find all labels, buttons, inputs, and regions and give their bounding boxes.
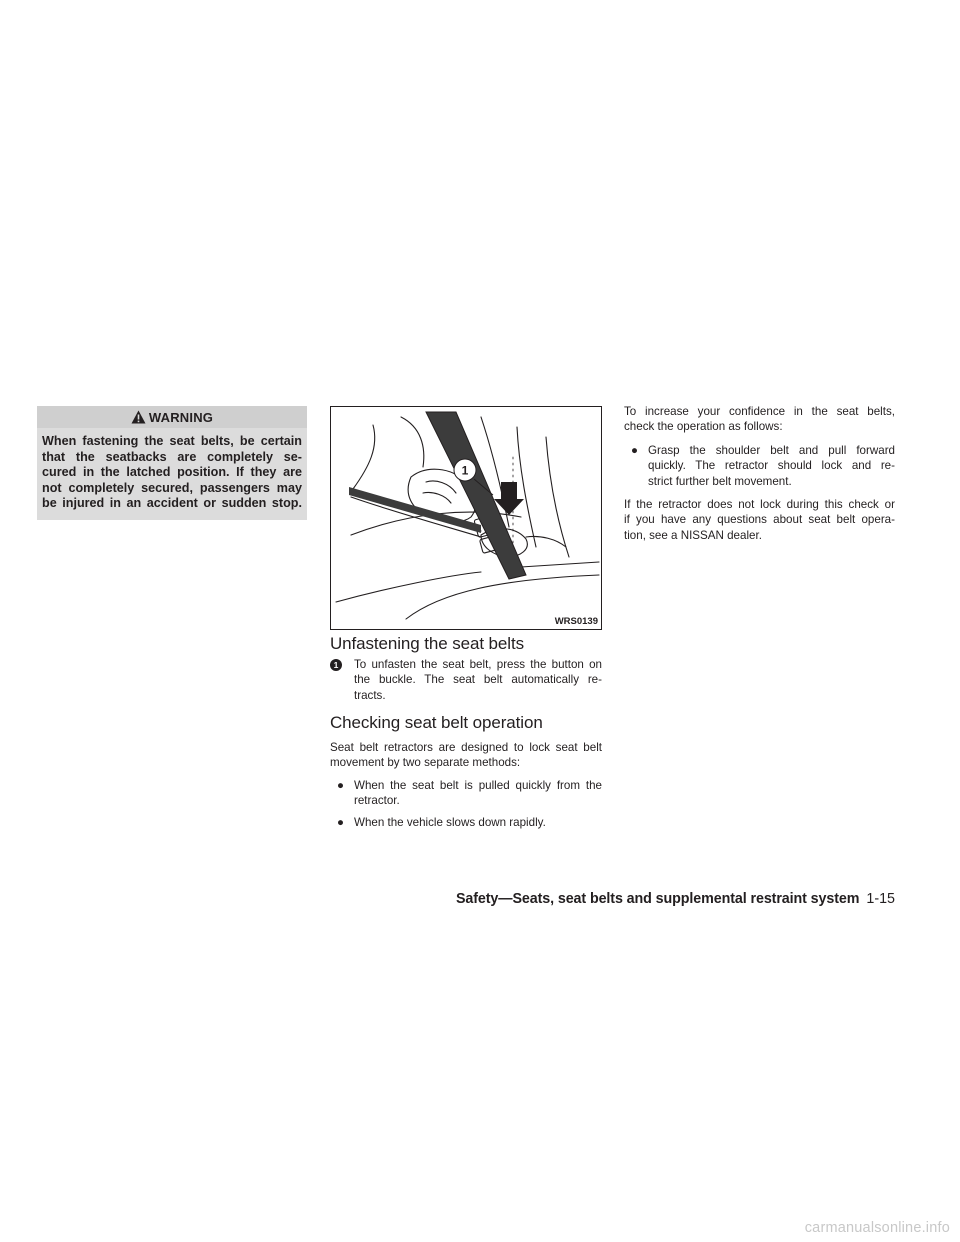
figure-code: WRS0139 [554, 616, 598, 627]
warning-text [37, 428, 307, 520]
seat-belt-illustration [331, 407, 601, 629]
unfastening-callout: 1 [330, 659, 342, 671]
page-number: 1-15 [866, 891, 895, 907]
text-line: if you have any questions about seat belt opera- [624, 513, 895, 527]
text-line: tracts. [354, 688, 386, 702]
text-line: Seat belt retractors are designed to lock seat belt [330, 741, 602, 754]
text-line: strict further belt movement. [648, 474, 792, 488]
unfastening-text [354, 657, 602, 703]
text-line: If the retractor does not lock during this check or [624, 498, 895, 511]
checking-bullet [337, 778, 602, 809]
text-line: check the operation as follows: [624, 420, 783, 434]
warning-line: When fastening the seat belts, be certain [42, 434, 302, 448]
confidence-bullet [631, 443, 895, 489]
confidence-closing [624, 497, 895, 543]
text-line: Grasp the shoulder belt and pull forward [648, 444, 895, 457]
warning-title: WARNING [148, 409, 214, 425]
section-title: Safety—Seats, seat belts and supplemental restraint system [455, 891, 860, 907]
text-line: retractor. [354, 794, 400, 808]
watermark: carmanualsonline.info [804, 1220, 950, 1236]
warning-line: cured in the latched position. If they are [42, 465, 302, 479]
page-footer [456, 891, 895, 907]
warning-header [37, 406, 307, 428]
checking-intro [330, 740, 602, 771]
confidence-intro [624, 404, 895, 435]
warning-line: not completely secured, passengers may [42, 480, 302, 495]
text-line: To increase your confidence in the seat belts, [624, 405, 895, 418]
figure-callout-number: 1 [461, 463, 469, 478]
text-line: When the vehicle slows down rapidly. [354, 816, 546, 829]
text-line: the buckle. The seat belt automatically re- [354, 673, 602, 687]
text-line: movement by two separate methods: [330, 756, 521, 770]
text-line: To unfasten the seat belt, press the button on [354, 658, 602, 671]
warning-box [37, 406, 307, 520]
bullet-icon: ● [337, 779, 345, 792]
seat-belt-figure [330, 406, 602, 630]
warning-line: that the seatbacks are completely se- [42, 449, 302, 464]
checking-bullet [337, 815, 602, 830]
bullet-icon: ● [631, 444, 639, 457]
unfastening-heading: Unfastening the seat belts [330, 634, 524, 653]
warning-triangle-icon [131, 410, 146, 424]
bullet-icon: ● [337, 816, 345, 829]
checking-heading: Checking seat belt operation [330, 713, 543, 732]
text-line: quickly. The retractor should lock and re- [648, 459, 895, 473]
text-line: tion, see a NISSAN dealer. [624, 528, 762, 542]
text-line: When the seat belt is pulled quickly from the [354, 779, 602, 792]
warning-line: be injured in an accident or sudden stop. [42, 496, 302, 510]
